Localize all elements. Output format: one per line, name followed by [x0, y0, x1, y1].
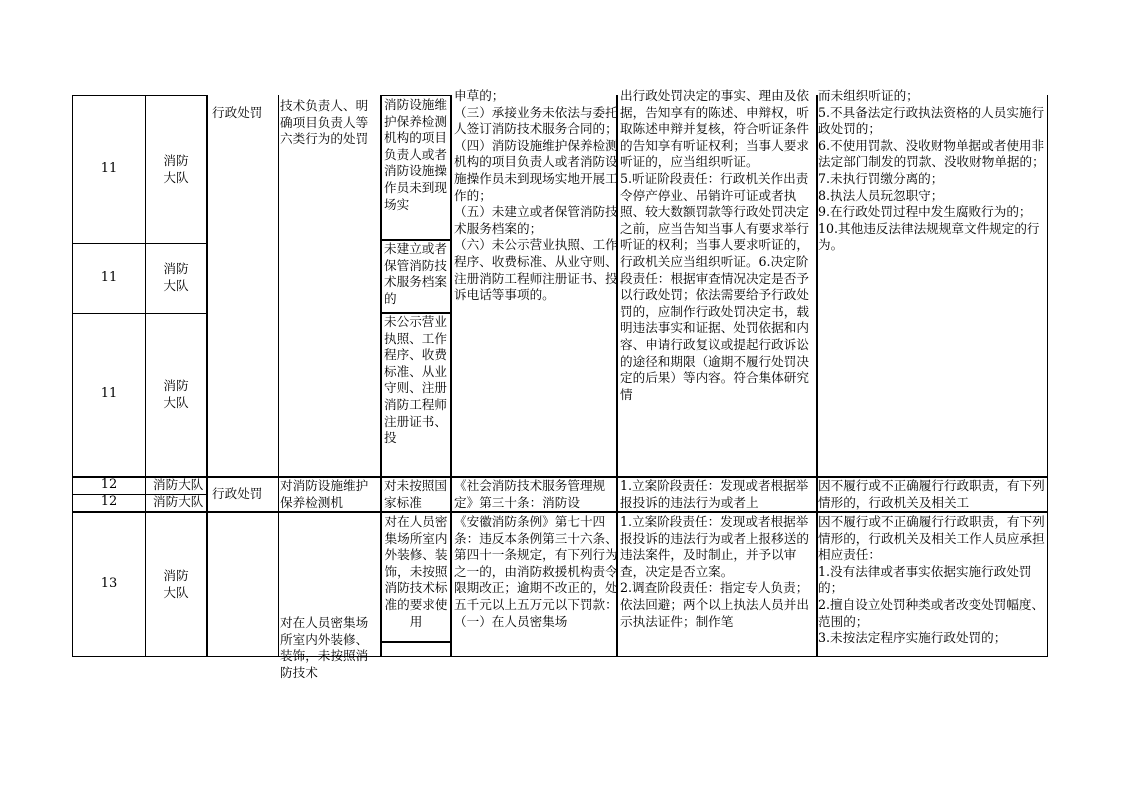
department-cell: 消防大队 [163, 261, 189, 293]
table-border [380, 312, 450, 314]
legal-basis-cell: 申草的； （三）承接业务未依法与委托人签订消防技术服务合同的； （四）消防设施维护保养检测机构的项目负责人或者消防设施操作员未到现场实地开展工作的； （五）未建立或者保管消防技术服务档案的； （六）未公示营业执照、工作程序、收费标准、从业守则、注册消防工程师注册证书、投诉电话等事项的。 [454, 88, 618, 303]
liability-cell: 因不履行或不正确履行行政职责，有下列情形的，行政机关及相关工 [818, 478, 1045, 510]
sub-item-cell: 未公示营业执照、工作程序、收费标准、从业守则、注册消防工程师注册证书、投 [384, 314, 447, 446]
row-number: 13 [100, 576, 118, 592]
sub-item-cell: 对在人员密集场所室内外装修、装饰，未按照消防技术标准的要求使用 [384, 514, 448, 629]
department-cell: 消防大队 [153, 494, 204, 509]
table-border [72, 476, 1048, 478]
table-border [278, 95, 279, 656]
table-border [145, 95, 146, 656]
table-border [72, 95, 206, 96]
row-number: 11 [100, 386, 118, 402]
table-border [380, 95, 382, 656]
table-border [72, 95, 73, 656]
row-number: 11 [100, 269, 118, 285]
matter-name-cell: 对消防设施维护保养检测机 [280, 478, 369, 510]
table-border [380, 239, 450, 241]
row-number: 12 [100, 494, 118, 510]
row-number: 11 [100, 161, 118, 177]
sub-item-cell: 对未按照国家标准 [384, 478, 447, 510]
sub-item-cell: 消防设施维护保养检测机构的项目负责人或者消防设施操作员未到现场实 [384, 97, 447, 212]
duty-cell: 1.立案阶段责任：发现或者根据举报投诉的违法行为或者上报移送的违法案件，及时制止，并予以审查，决定是否立案。 2.调查阶段责任：指定专人负责；依法回避；两个以上执法人员并出示执法证件；制作笔 [620, 514, 809, 629]
table-border [616, 95, 618, 656]
table-border [380, 641, 450, 643]
liability-cell: 而未组织听证的； 5.不具备法定行政执法资格的人员实施行政处罚的； 6.不使用罚款、没收财物单据或者使用非法定部门制发的罚款、没收财物单据的； 7.未执行罚缴分离的； 8.执法人员玩忽职守； 9.在行政处罚过程中发生腐败行为的； 10.其他违反法律法规规章文件规定的行为。 [818, 88, 1045, 253]
legal-basis-cell: 《安徽消防条例》第七十四条：违反本条例第三十六条、第四十一条规定，有下列行为之一的，由消防救援机构责令限期改正；逾期不改正的，处五千元以上五万元以下罚款：（一）在人员密集场 [454, 514, 618, 629]
table-border [380, 95, 450, 96]
legal-basis-cell: 《社会消防技术服务管理规定》第三十条：消防设 [454, 478, 606, 510]
table-border [206, 95, 208, 656]
duty-cell: 出行政处罚决定的事实、理由及依据，告知享有的陈述、申辩权，听取陈述申辩并复核，符合听证条件的告知享有听证权利；当事人要求听证的，应当组织听证。 5.听证阶段责任：行政机关作出责令停产停业、吊销许可证或者执照、较大数额罚款等行政处罚决定之前，应当告知当事人有要求举行听证的权利；当事人要求听证的，行政机关应当组织听证。6.决定阶段责任：根据审查情况决定是否予以行政处罚；依法需要给予行政处罚的，应制作行政处罚决定书，载明违法事实和证据、处罚依据和内容、申请行政复议或提起行政诉讼的途径和期限（逾期不履行处罚决定的后果）等内容。符合集体研究情 [620, 88, 809, 402]
table-border [72, 511, 1048, 513]
table-border [816, 95, 818, 656]
table-border [450, 95, 452, 656]
matter-name-cell: 技术负责人、明确项目负责人等六类行为的处罚 [280, 98, 369, 147]
liability-cell: 因不履行或不正确履行行政职责，有下列情形的，行政机关及相关工作人员应承担相应责任： 1.没有法律或者事实依据实施行政处罚的； 2.擅自设立处罚种类或者改变处罚幅度、范围的； 3.未按法定程序实施行政处罚的； [818, 514, 1045, 646]
table-border [72, 313, 206, 314]
sub-item-cell: 未建立或者保管消防技术服务档案的 [384, 241, 447, 306]
duty-cell: 1.立案阶段责任：发现或者根据举报投诉的违法行为或者上 [620, 478, 809, 510]
table-border [1047, 95, 1048, 656]
table-border [72, 494, 206, 495]
penalty-type-cell: 行政处罚 [212, 105, 263, 120]
department-cell: 消防大队 [163, 567, 189, 600]
department-cell: 消防大队 [163, 152, 189, 185]
table-border [72, 243, 206, 244]
matter-name-cell: 对在人员密集场所室内外装修、装饰，未按照消防技术 [280, 615, 369, 680]
row-number: 12 [100, 477, 118, 493]
department-cell: 消防大队 [163, 377, 189, 410]
department-cell: 消防大队 [153, 477, 204, 492]
penalty-type-cell: 行政处罚 [212, 486, 263, 501]
table-border [72, 656, 1048, 657]
